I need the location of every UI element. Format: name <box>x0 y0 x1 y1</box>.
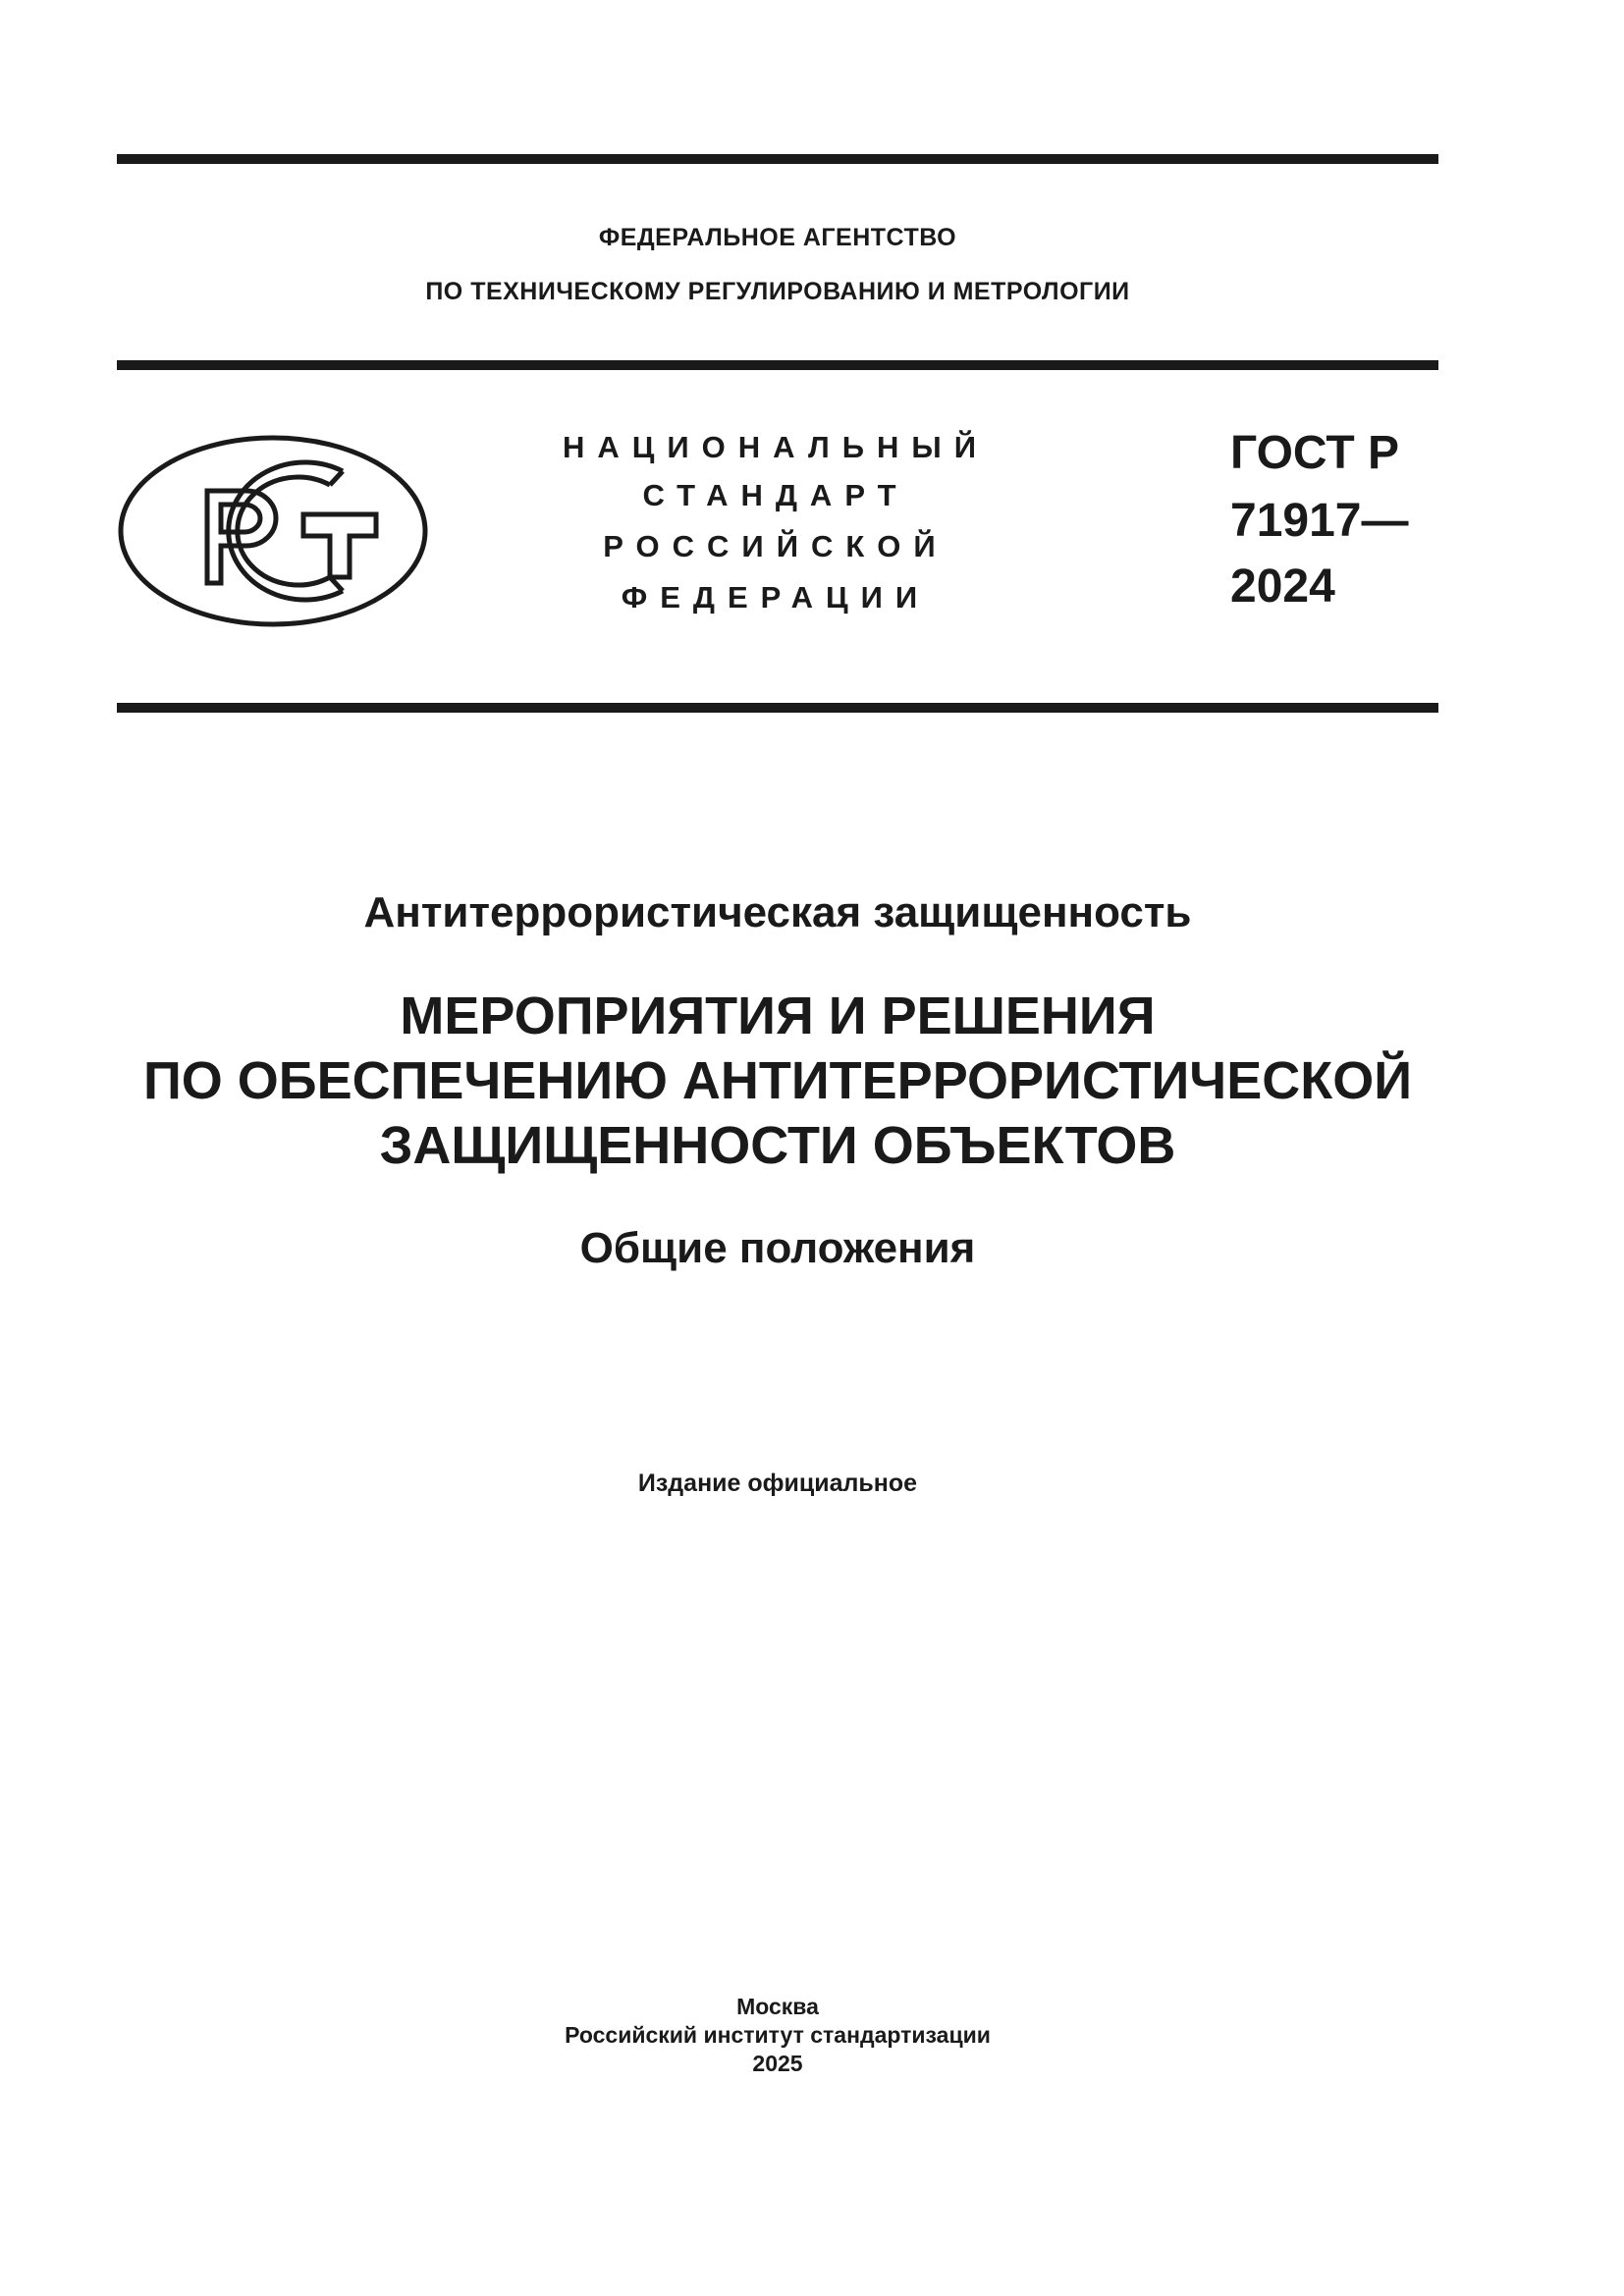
document-title-line-1: МЕРОПРИЯТИЯ И РЕШЕНИЯ <box>400 987 1156 1045</box>
document-title-line-2: ПО ОБЕСПЕЧЕНИЮ АНТИТЕРРОРИСТИЧЕСКОЙ <box>142 1051 1413 1110</box>
document-subtitle: Антитеррористическая защищенность <box>363 888 1192 936</box>
imprint-publisher: Российский институт стандартизации <box>565 2022 991 2048</box>
agency-line-2: ПО ТЕХНИЧЕСКОМУ РЕГУЛИРОВАНИЮ И МЕТРОЛОГИИ <box>425 278 1130 305</box>
document-title-line-3: ЗАЩИЩЕННОСТИ ОБЪЕКТОВ <box>379 1116 1176 1175</box>
agency-line-1: ФЕДЕРАЛЬНОЕ АГЕНТСТВО <box>598 224 957 251</box>
imprint-city: Москва <box>736 1994 819 2019</box>
national-standard-line-3: РОССИЙСКОЙ <box>603 529 948 563</box>
middle-rule <box>117 360 1438 370</box>
bottom-rule <box>117 703 1438 713</box>
standard-designation-line-1: ГОСТ Р <box>1230 427 1400 479</box>
top-rule <box>117 154 1438 164</box>
edition-note: Издание официальное <box>637 1469 918 1497</box>
imprint-year: 2025 <box>752 2051 803 2076</box>
national-standard-line-2: СТАНДАРТ <box>642 478 909 512</box>
document-part: Общие положения <box>579 1224 976 1272</box>
national-standard-line-4: ФЕДЕРАЦИИ <box>621 580 931 614</box>
rst-certification-mark-icon <box>117 434 429 628</box>
national-standard-line-1: НАЦИОНАЛЬНЫЙ <box>562 430 990 464</box>
standard-designation-line-3: 2024 <box>1230 561 1335 613</box>
standard-designation-line-2: 71917— <box>1230 495 1409 547</box>
